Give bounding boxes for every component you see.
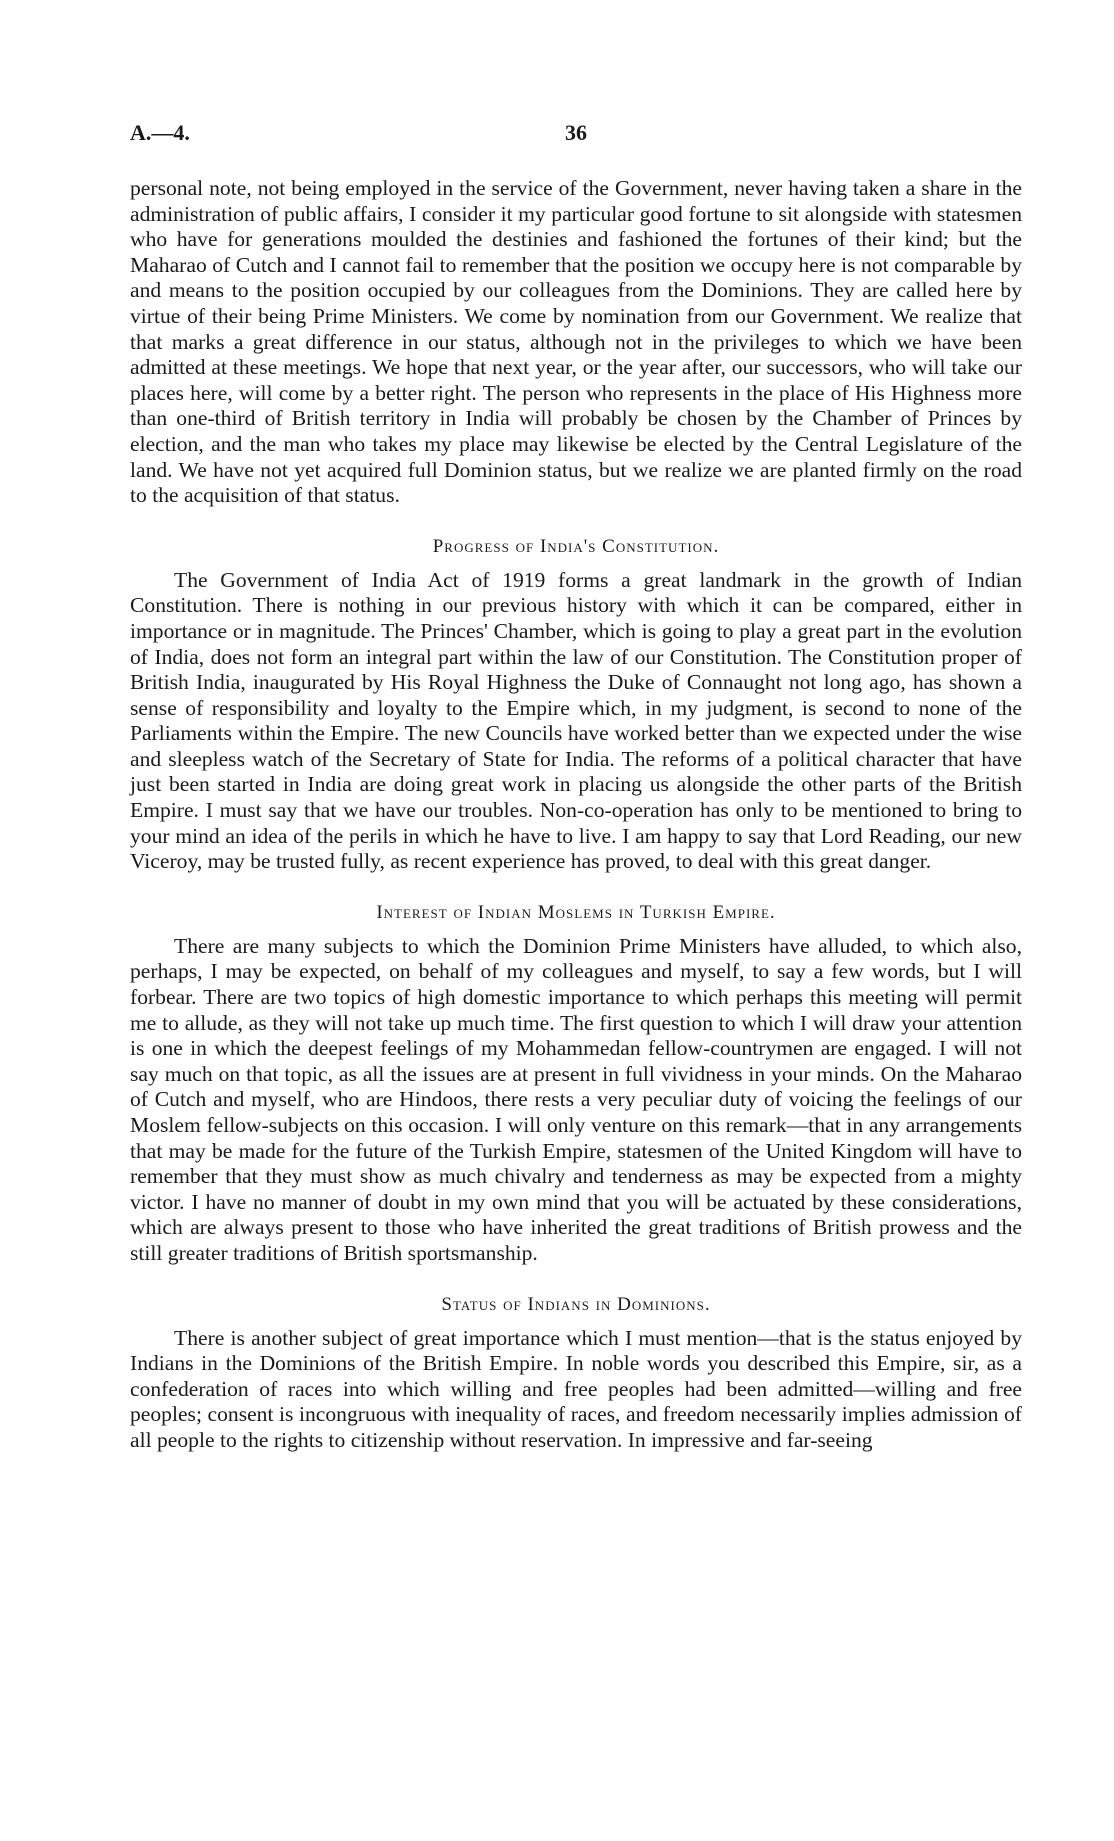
paragraph-opening: personal note, not being employed in the service of the Government, never having taken a share in the administration of public affairs, I consider it my particular good fortune to sit alongside with statesmen who have for generations moulded the destinies and fashioned the fortunes of their kind; but the Maharao of Cutch and I cannot fail to remember that the position we occupy here is not comparable by and means to the position occupied by our colleagues from the Dominions. They are called here by virtue of their being Prime Ministers. We come by nomination from our Government. We realize that that marks a great difference in our status, although not in the privileges to which we have been admitted at these meetings. We hope that next year, or the year after, our successors, who will take our places here, will come by a better right. The person who represents in the place of His Highness more than one-third of British territory in India will probably be chosen by the Chamber of Princes by election, and the man who takes my place may likewise be elected by the Central Legislature of the land. We have not yet acquired full Dominion status, but we realize we are planted firmly on the road to the acquisition of that status. — [130, 176, 1022, 508]
document-reference: A.—4. — [130, 120, 190, 145]
page-number: 36 — [565, 120, 587, 145]
heading-constitution: Progress of India's Constitution. — [432, 535, 720, 557]
page-header — [130, 120, 1022, 150]
paragraph-moslems: There are many subjects to which the Dominion Prime Ministers have alluded, to which also, perhaps, I may be expected, on behalf of my colleagues and myself, to say a few words, but I will forbear. There are two topics of high domestic importance to which perhaps this meeting will permit me to allude, as they will not take up much time. The first question to which I will draw your attention is one in which the deepest feelings of my Mohammedan fellow-countrymen are engaged. I will not say much on that topic, as all the issues are at present in full vividness in your minds. On the Maharao of Cutch and myself, who are Hindoos, there rests a very peculiar duty of voicing the feelings of our Moslem fellow-subjects on this occasion. I will only venture on this remark—that in any arrangements that may be made for the future of the Turkish Empire, statesmen of the United Kingdom will have to remember that they must show as much chivalry and tenderness as may be expected from a mighty victor. I have no manner of doubt in my own mind that you will be actuated by these considerations, which are always present to those who have inherited the great traditions of British prowess and the still greater traditions of British sportsmanship. — [130, 933, 1022, 1265]
heading-moslems: Interest of Indian Moslems in Turkish Empire. — [376, 901, 776, 923]
heading-status: Status of Indians in Dominions. — [441, 1293, 711, 1315]
document-page — [130, 120, 1022, 1454]
paragraph-status: There is another subject of great importance which I must mention—that is the status enjoyed by Indians in the Dominions of the British Empire. In noble words you described this Empire, sir, as a confederation of races into which willing and free peoples had been admitted—willing and free peoples; consent is incongruous with inequality of races, and freedom necessarily implies admission of all people to the rights to citizenship without reservation. In impressive and far-seeing — [130, 1325, 1022, 1452]
paragraph-constitution: The Government of India Act of 1919 forms a great landmark in the growth of Indian Constitution. There is nothing in our previous history with which it can be compared, either in importance or in magnitude. The Princes' Chamber, which is going to play a great part in the evolution of India, does not form an integral part within the law of our Constitution. The Constitution proper of British India, inaugurated by His Royal Highness the Duke of Connaught not long ago, has shown a sense of responsibility and loyalty to the Empire which, in my judgment, is second to none of the Parliaments within the Empire. The new Councils have worked better than we expected under the wise and sleepless watch of the Secretary of State for India. The reforms of a political character that have just been started in India are doing great work in placing us alongside the other parts of the British Empire. I must say that we have our troubles. Non-co-operation has only to be mentioned to bring to your mind an idea of the perils in which he have to live. I am happy to say that Lord Reading, our new Viceroy, may be trusted fully, as recent experience has proved, to deal with this great danger. — [130, 567, 1022, 874]
